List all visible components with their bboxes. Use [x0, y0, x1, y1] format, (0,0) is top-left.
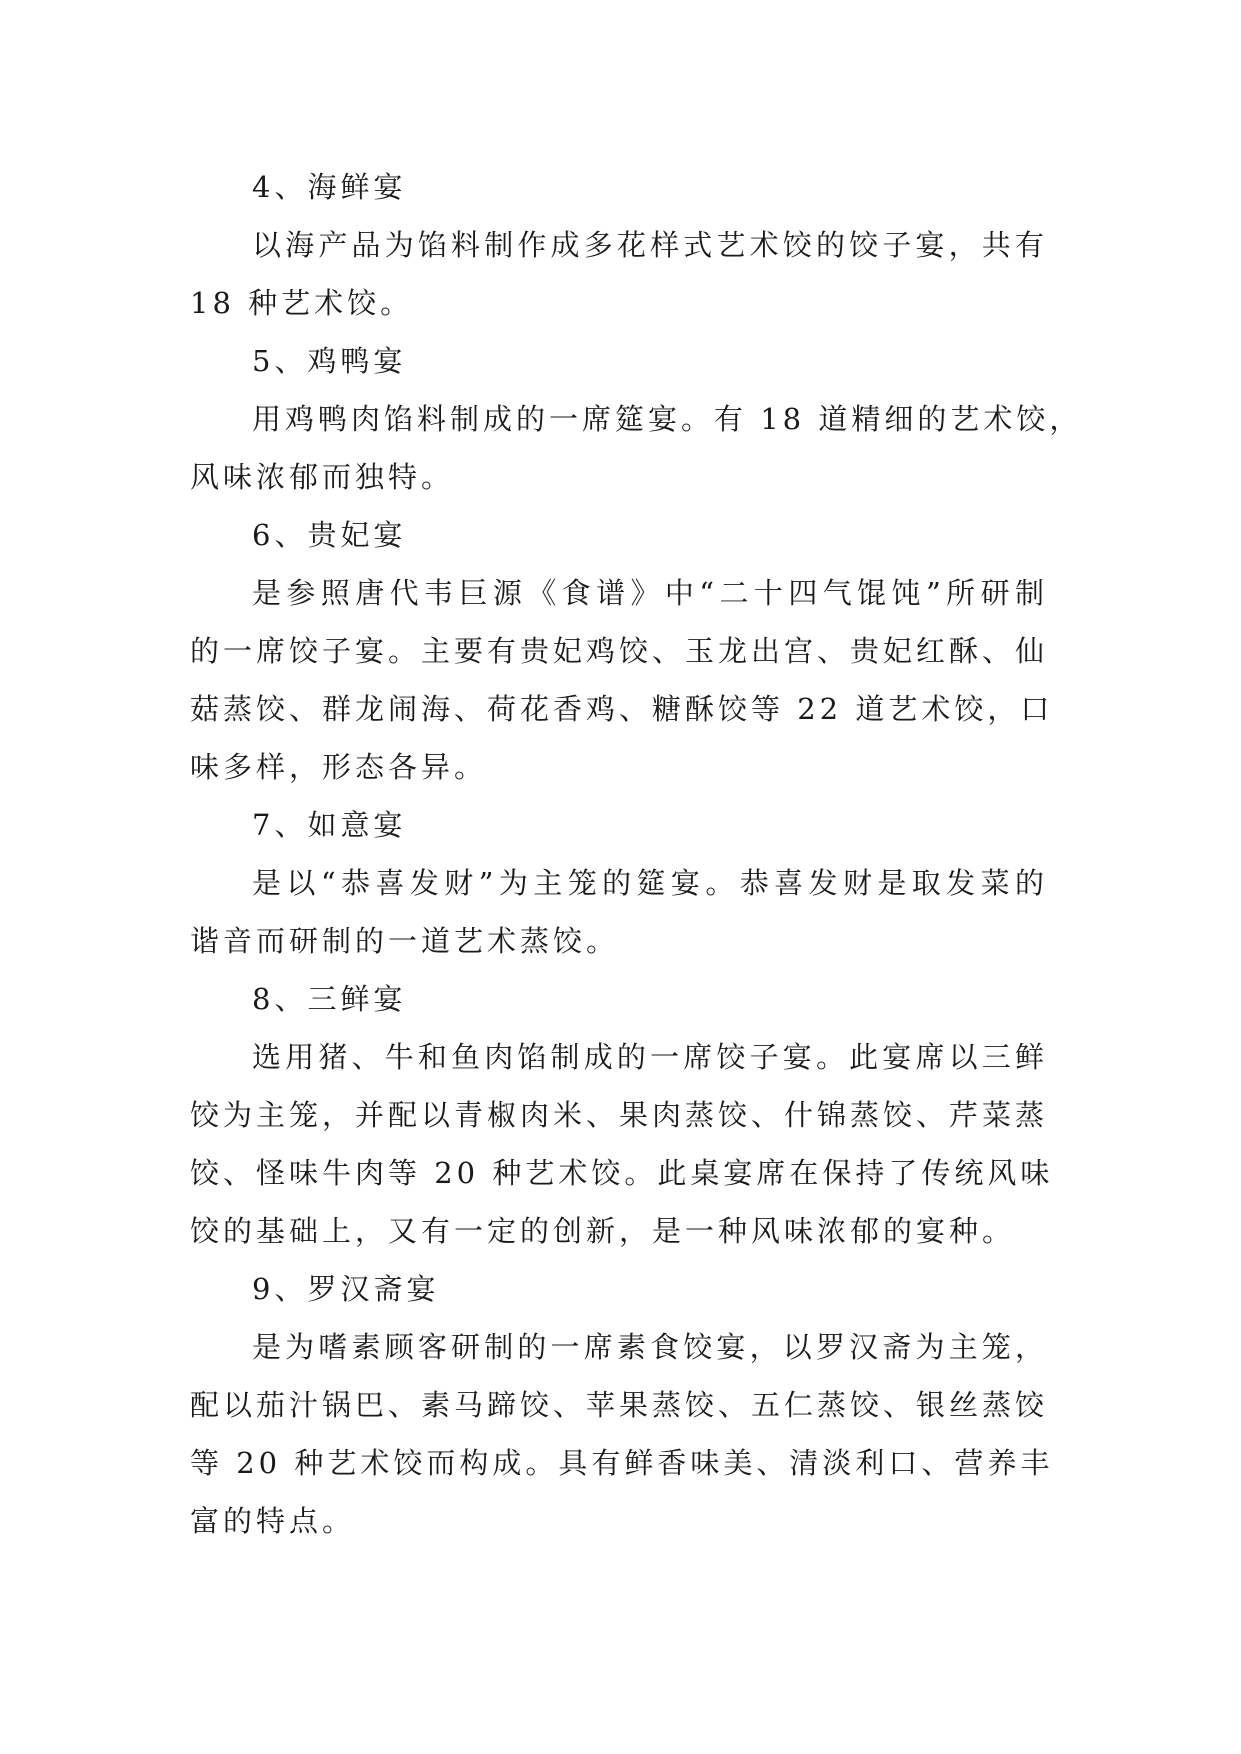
paragraph-line: 风味浓郁而独特。 — [190, 460, 455, 494]
paragraph-line: 饺为主笼，并配以青椒肉米、果肉蒸饺、什锦蒸饺、芹菜蒸 — [190, 1098, 1049, 1132]
paragraph-line: 配以茄汁锅巴、素马蹄饺、苹果蒸饺、五仁蒸饺、银丝蒸饺 — [190, 1388, 1049, 1422]
paragraph-line: 是以“恭喜发财”为主笼的筵宴。恭喜发财是取发菜的 — [252, 866, 1048, 900]
paragraph-line: 菇蒸饺、群龙闹海、荷花香鸡、糖酥饺等 22 道艺术饺，口 — [190, 692, 1054, 726]
paragraph-line: 用鸡鸭肉馅料制成的一席筵宴。有 18 道精细的艺术饺， — [252, 402, 1083, 436]
paragraph-line: 饺、怪味牛肉等 20 种艺术饺。此桌宴席在保持了传统风味 — [190, 1156, 1054, 1190]
section-heading-seafood-banquet: 4、海鲜宴 — [252, 170, 407, 204]
paragraph-line: 富的特点。 — [190, 1504, 356, 1538]
section-heading-three-delicacies-banquet: 8、三鲜宴 — [252, 982, 407, 1016]
paragraph-line: 的一席饺子宴。主要有贵妃鸡饺、玉龙出宫、贵妃红酥、仙 — [190, 634, 1049, 668]
document-body — [190, 158, 1083, 1550]
section-heading-ruyi-banquet: 7、如意宴 — [252, 808, 407, 842]
section-heading-luohan-vegetarian-banquet: 9、罗汉斋宴 — [252, 1272, 440, 1306]
paragraph-line: 以海产品为馅料制作成多花样式艺术饺的饺子宴，共有 — [252, 228, 1048, 262]
section-heading-guifei-banquet: 6、贵妃宴 — [252, 518, 407, 552]
paragraph-line: 是参照唐代韦巨源《食谱》中“二十四气馄饨”所研制 — [252, 576, 1048, 610]
paragraph-line: 等 20 种艺术饺而构成。具有鲜香味美、清淡利口、营养丰 — [190, 1446, 1054, 1480]
paragraph-line: 谐音而研制的一道艺术蒸饺。 — [190, 924, 620, 958]
paragraph-line: 味多样，形态各异。 — [190, 750, 488, 784]
paragraph-line: 18 种艺术饺。 — [190, 286, 414, 320]
section-heading-chicken-duck-banquet: 5、鸡鸭宴 — [252, 344, 407, 378]
paragraph-line: 是为嗜素顾客研制的一席素食饺宴，以罗汉斋为主笼， — [252, 1330, 1048, 1364]
paragraph-line: 饺的基础上，又有一定的创新，是一种风味浓郁的宴种。 — [190, 1214, 1016, 1248]
paragraph-line: 选用猪、牛和鱼肉馅制成的一席饺子宴。此宴席以三鲜 — [252, 1040, 1048, 1074]
